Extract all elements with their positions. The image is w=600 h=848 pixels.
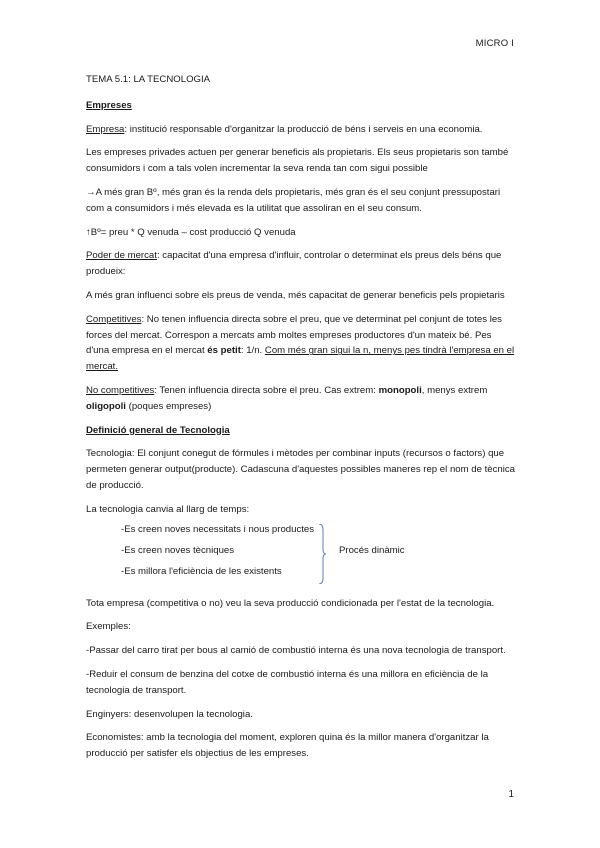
- poder-definition: Poder de mercat: capacitat d'una empresa d'influir, controlar o determinat els preus dels béns que produeix:: [86, 250, 502, 278]
- exemples-label: Exemples:: [86, 621, 131, 633]
- no-competitives-term: No competitives: [86, 384, 155, 396]
- empreses-heading: Empreses: [86, 99, 132, 111]
- profit-formula: ↑Bº= preu * Q venuda – cost producció Q venuda: [86, 226, 296, 238]
- example-2: -Reduir el consum de benzina del cotxe de combustió interna és una millora en eficiència de la tecnologia de transport.: [86, 668, 489, 696]
- arrow-paragraph: →A més gran Bº, més gran és la renda dels propietaris, més gran és el seu conjunt pressupostari com a consumidors i més elevada es la utilitat que assoliran en el seu consum.: [86, 186, 501, 214]
- empresa-definition: Empresa: institució responsable d'organitzar la producció de béns i serveis en una economia.: [86, 123, 483, 135]
- influenci-paragraph: A més gran influenci sobre els preus de venda, més capacitat de generar beneficis pels propietaris: [86, 289, 505, 301]
- enginyers-paragraph: Enginyers: desenvolupen la tecnologia.: [86, 708, 253, 720]
- privades-paragraph: Les empreses privades actuen per generar beneficis als propietaris. Els seus propietaris son també consumidors i com a tals volen incrementar la seva renda tan com sigui possible: [86, 147, 509, 175]
- list-item: -Es creen noves necessitats i nous productes: [121, 523, 315, 535]
- proces-dinamic-label: Procés dinàmic: [339, 544, 405, 556]
- list-item: -Es millora l'eficiència de les existents: [121, 565, 282, 577]
- tota-paragraph: Tota empresa (competitiva o no) veu la seva producció condicionada per l'estat de la tecnologia.: [86, 597, 495, 609]
- competitives-term: Competitives: [86, 313, 142, 325]
- page-number: 1: [508, 789, 514, 800]
- tecnologia-paragraph: Tecnologia: El conjunt conegut de fórmules i mètodes per combinar inputs (recursos o factors) que permeten generar output(producte). Cadascuna d'aquestes possibles maneres rep el nom de tècnica de producció.: [86, 448, 516, 491]
- document-body: [86, 72, 516, 770]
- competitives-paragraph: Competitives: No tenen influencia directa sobre el preu, que ve determinat pel conjunt de totes les forces del mercat. Correspon a mercats amb moltes empreses productores d'un mateix bé. Pes d'una empresa en el mercat és petit: 1/n. Com més gran sigui la n, menys pes tindrà l'empresa en el mercat.: [86, 313, 515, 373]
- change-list: [86, 522, 516, 588]
- course-header: MICRO I: [475, 38, 514, 49]
- example-1: -Passar del carro tirat per bous al camió de combustió interna és una nova tecnologia de transport.: [86, 645, 506, 657]
- no-competitives-paragraph: No competitives: Tenen influencia directa sobre el preu. Cas extrem: monopoli, menys extrem oligopoli (poques empreses): [86, 384, 488, 412]
- poder-term: Poder de mercat: [86, 250, 157, 262]
- list-item: -Es creen noves tècniques: [121, 544, 235, 556]
- empresa-term: Empresa: [86, 123, 125, 135]
- document-title: TEMA 5.1: LA TECNOLOGIA: [86, 74, 211, 85]
- definicio-heading: Definició general de Tecnologia: [86, 424, 230, 436]
- canvia-paragraph: La tecnologia canvia al llarg de temps:: [86, 503, 250, 515]
- economistes-paragraph: Economistes: amb la tecnologia del moment, exploren quina és la millor manera d'organitzar la producció per satisfer els objectius de les empreses.: [86, 732, 489, 760]
- right-brace-icon: [318, 524, 326, 584]
